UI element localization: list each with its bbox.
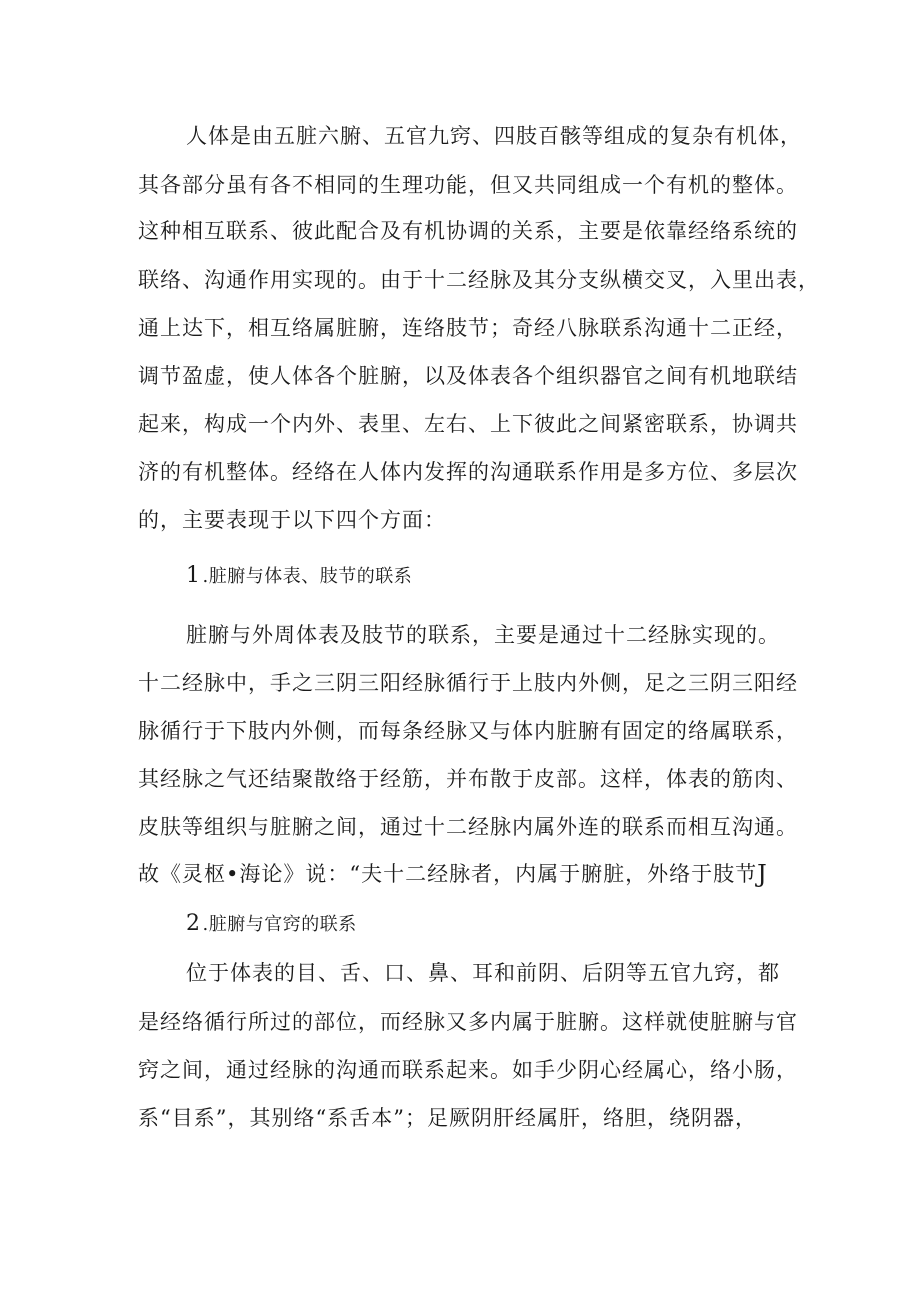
section-heading-2-text: .脏腑与官窍的联系 bbox=[202, 914, 357, 935]
paragraph-1-line-4: 联络、沟通作用实现的。由于十二经脉及其分支纵横交叉，入里出表， bbox=[138, 268, 820, 292]
section-heading-1-text: .脏腑与体表、肢节的联系 bbox=[202, 566, 413, 587]
paragraph-2-line-6 bbox=[138, 858, 768, 889]
paragraph-3-line-2: 是经络循行所过的部位，而经脉又多内属于脏腑。这样就使脏腑与官 bbox=[138, 1010, 798, 1034]
section-heading-2 bbox=[186, 909, 357, 940]
section-heading-2-number: 2 bbox=[186, 911, 201, 936]
paragraph-2-line-1: 脏腑与外周体表及肢节的联系，主要是通过十二经脉实现的。 bbox=[186, 623, 780, 647]
paragraph-3-line-4: 系“目系”，其别络“系舌本”；足厥阴肝经属肝，络胆，绕阴器， bbox=[138, 1106, 757, 1130]
paragraph-1-line-7: 起来，构成一个内外、表里、左右、上下彼此之间紧密联系，协调共 bbox=[138, 412, 798, 436]
paragraph-2-line-3: 脉循行于下肢内外侧，而每条经脉又与体内脏腑有固定的络属联系， bbox=[138, 719, 798, 743]
paragraph-1-line-3: 这种相互联系、彼此配合及有机协调的关系，主要是依靠经络系统的 bbox=[138, 219, 798, 243]
paragraph-2-line-5: 皮肤等组织与脏腑之间，通过十二经脉内属外连的联系而相互沟通。 bbox=[138, 815, 798, 839]
paragraph-1-line-2: 其各部分虽有各不相同的生理功能，但又共同组成一个有机的整体。 bbox=[138, 173, 798, 197]
section-heading-1-number: 1 bbox=[186, 563, 201, 588]
closing-quote-glyph: J bbox=[757, 860, 768, 888]
paragraph-3-line-3: 窍之间，通过经脉的沟通而联系起来。如手少阴心经属心，络小肠， bbox=[138, 1058, 798, 1082]
paragraph-2-line-4: 其经脉之气还结聚散络于经筋，并布散于皮部。这样，体表的筋肉、 bbox=[138, 767, 798, 791]
paragraph-1-line-1: 人体是由五脏六腑、五官九窍、四肢百骸等组成的复杂有机体， bbox=[186, 124, 802, 148]
paragraph-1-line-6: 调节盈虚，使人体各个脏腑，以及体表各个组织器官之间有机地联结 bbox=[138, 364, 798, 388]
paragraph-1-line-8: 济的有机整体。经络在人体内发挥的沟通联系作用是多方位、多层次 bbox=[138, 460, 798, 484]
section-heading-1 bbox=[186, 561, 412, 592]
paragraph-2-line-6-text: 故《灵枢•海论》说：“夫十二经脉者，内属于腑脏，外络于肢节 bbox=[138, 862, 758, 886]
paragraph-2-line-2: 十二经脉中，手之三阴三阳经脉循行于上肢内外侧，足之三阴三阳经 bbox=[138, 671, 798, 695]
paragraph-1-line-5: 通上达下，相互络属脏腑，连络肢节；奇经八脉联系沟通十二正经， bbox=[138, 316, 798, 340]
paragraph-1-line-9: 的，主要表现于以下四个方面： bbox=[138, 508, 446, 532]
paragraph-3-line-1: 位于体表的目、舌、口、鼻、耳和前阴、后阴等五官九窍，都 bbox=[186, 961, 780, 985]
